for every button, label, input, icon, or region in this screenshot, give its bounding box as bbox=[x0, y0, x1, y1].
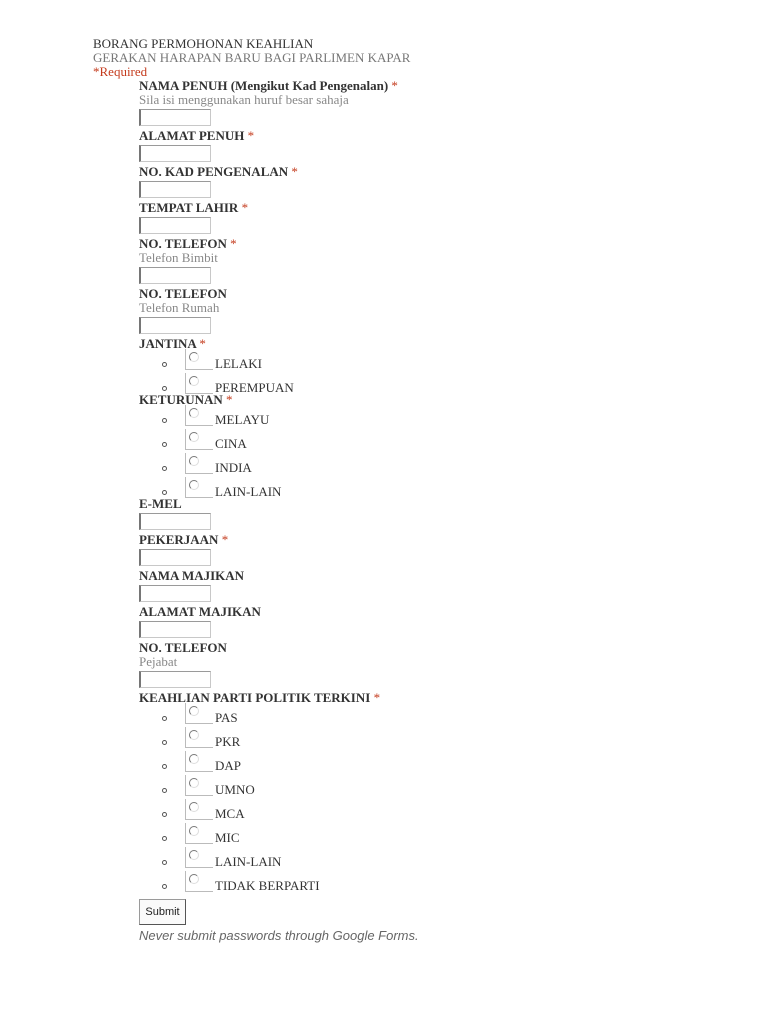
password-warning: Never submit passwords through Google Forms. bbox=[139, 928, 419, 943]
question-parti bbox=[139, 691, 639, 897]
question-nama bbox=[139, 79, 639, 126]
form-title: BORANG PERMOHONAN KEAHLIAN bbox=[93, 36, 314, 51]
radio-option[interactable] bbox=[139, 825, 639, 849]
radio-button[interactable] bbox=[189, 826, 199, 836]
tempat-input[interactable] bbox=[139, 217, 211, 234]
option-label: CINA bbox=[215, 436, 247, 451]
bullet-icon bbox=[162, 418, 167, 423]
help-text: Telefon Rumah bbox=[139, 300, 220, 315]
required-star: * bbox=[230, 236, 237, 251]
question-label: PEKERJAAN * bbox=[139, 532, 229, 547]
radio-button[interactable] bbox=[189, 754, 199, 764]
radio-option[interactable] bbox=[139, 407, 639, 431]
bullet-icon bbox=[162, 836, 167, 841]
form-subtitle: GERAKAN HARAPAN BARU BAGI PARLIMEN KAPAR bbox=[93, 50, 411, 65]
bullet-icon bbox=[162, 442, 167, 447]
tel-rumah-input[interactable] bbox=[139, 317, 211, 334]
question-keturunan bbox=[139, 393, 639, 503]
bullet-icon bbox=[162, 812, 167, 817]
required-star: * bbox=[241, 200, 249, 215]
radio-option[interactable] bbox=[139, 873, 639, 897]
radio-option[interactable] bbox=[139, 351, 639, 375]
question-label: E-MEL bbox=[139, 496, 182, 511]
radio-button[interactable] bbox=[189, 850, 199, 860]
required-star: * bbox=[247, 128, 255, 143]
nama-input[interactable] bbox=[139, 109, 211, 126]
radio-option[interactable] bbox=[139, 479, 639, 503]
majikan-input[interactable] bbox=[139, 585, 211, 602]
bullet-icon bbox=[162, 716, 167, 721]
help-text: Telefon Bimbit bbox=[139, 250, 218, 265]
bullet-icon bbox=[162, 386, 167, 391]
alamat-majikan-input[interactable] bbox=[139, 621, 211, 638]
option-label: DAP bbox=[215, 758, 242, 773]
radio-button[interactable] bbox=[189, 802, 199, 812]
option-label: LAIN-LAIN bbox=[215, 854, 282, 869]
required-star: * bbox=[221, 532, 229, 547]
option-label: UMNO bbox=[215, 782, 255, 797]
required-star: * bbox=[291, 164, 298, 179]
help-text: Pejabat bbox=[139, 654, 178, 669]
option-label: LAIN-LAIN bbox=[215, 484, 282, 499]
radio-option[interactable] bbox=[139, 431, 639, 455]
required-star: * bbox=[226, 392, 233, 407]
question-tel-bimbit bbox=[139, 237, 639, 284]
bullet-icon bbox=[162, 466, 167, 471]
radio-option[interactable] bbox=[139, 849, 639, 873]
question-label: ALAMAT PENUH * bbox=[139, 128, 255, 143]
option-label: PEREMPUAN bbox=[215, 380, 294, 395]
question-alamat-majikan bbox=[139, 605, 639, 638]
radio-option[interactable] bbox=[139, 375, 639, 399]
question-label: TEMPAT LAHIR * bbox=[139, 200, 249, 215]
question-tel-rumah bbox=[139, 287, 639, 334]
required-star: * bbox=[199, 336, 206, 351]
pekerjaan-input[interactable] bbox=[139, 549, 211, 566]
required-star: * bbox=[373, 690, 381, 705]
question-majikan bbox=[139, 569, 639, 602]
option-label: MCA bbox=[215, 806, 245, 821]
bullet-icon bbox=[162, 860, 167, 865]
radio-button[interactable] bbox=[189, 874, 199, 884]
radio-button[interactable] bbox=[189, 456, 199, 466]
radio-button[interactable] bbox=[189, 408, 199, 418]
radio-button[interactable] bbox=[189, 432, 199, 442]
radio-button[interactable] bbox=[189, 352, 199, 362]
radio-option[interactable] bbox=[139, 777, 639, 801]
option-label: INDIA bbox=[215, 460, 252, 475]
question-label: NO. TELEFON * bbox=[139, 236, 237, 251]
ic-input[interactable] bbox=[139, 181, 211, 198]
tel-bimbit-input[interactable] bbox=[139, 267, 211, 284]
question-tel-pejabat bbox=[139, 641, 639, 688]
option-label: PAS bbox=[215, 710, 238, 725]
submit-button[interactable]: Submit bbox=[139, 899, 186, 925]
question-label: JANTINA * bbox=[139, 336, 206, 351]
question-jantina bbox=[139, 337, 639, 399]
keturunan-options bbox=[139, 407, 639, 503]
question-label: NO. TELEFON bbox=[139, 640, 227, 655]
alamat-input[interactable] bbox=[139, 145, 211, 162]
question-label: KETURUNAN * bbox=[139, 392, 233, 407]
radio-button[interactable] bbox=[189, 778, 199, 788]
bullet-icon bbox=[162, 740, 167, 745]
radio-option[interactable] bbox=[139, 801, 639, 825]
membership-form bbox=[139, 79, 639, 943]
question-label: NAMA MAJIKAN bbox=[139, 568, 245, 583]
radio-button[interactable] bbox=[189, 376, 199, 386]
bullet-icon bbox=[162, 788, 167, 793]
radio-option[interactable] bbox=[139, 729, 639, 753]
help-text: Sila isi menggunakan huruf besar sahaja bbox=[139, 92, 349, 107]
bullet-icon bbox=[162, 764, 167, 769]
bullet-icon bbox=[162, 490, 167, 495]
radio-option[interactable] bbox=[139, 753, 639, 777]
question-pekerjaan bbox=[139, 533, 639, 566]
option-label: LELAKI bbox=[215, 356, 262, 371]
jantina-options bbox=[139, 351, 639, 399]
required-star: * bbox=[391, 78, 398, 93]
option-label: MELAYU bbox=[215, 412, 270, 427]
question-label: NO. KAD PENGENALAN * bbox=[139, 164, 298, 179]
form-header bbox=[93, 37, 410, 79]
radio-button[interactable] bbox=[189, 730, 199, 740]
bullet-icon bbox=[162, 884, 167, 889]
radio-option[interactable] bbox=[139, 455, 639, 479]
parti-options bbox=[139, 705, 639, 897]
option-label: PKR bbox=[215, 734, 241, 749]
radio-button[interactable] bbox=[189, 480, 199, 490]
email-input[interactable] bbox=[139, 513, 211, 530]
question-label: NO. TELEFON bbox=[139, 286, 227, 301]
question-label: ALAMAT MAJIKAN bbox=[139, 604, 261, 619]
question-label: NAMA PENUH (Mengikut Kad Pengenalan) * bbox=[139, 78, 398, 93]
option-label: TIDAK BERPARTI bbox=[215, 878, 320, 893]
question-ic bbox=[139, 165, 639, 198]
radio-button[interactable] bbox=[189, 706, 199, 716]
question-label: KEAHLIAN PARTI POLITIK TERKINI * bbox=[139, 690, 381, 705]
required-note: *Required bbox=[93, 64, 148, 79]
question-tempat bbox=[139, 201, 639, 234]
radio-option[interactable] bbox=[139, 705, 639, 729]
bullet-icon bbox=[162, 362, 167, 367]
question-alamat bbox=[139, 129, 639, 162]
option-label: MIC bbox=[215, 830, 240, 845]
tel-pejabat-input[interactable] bbox=[139, 671, 211, 688]
